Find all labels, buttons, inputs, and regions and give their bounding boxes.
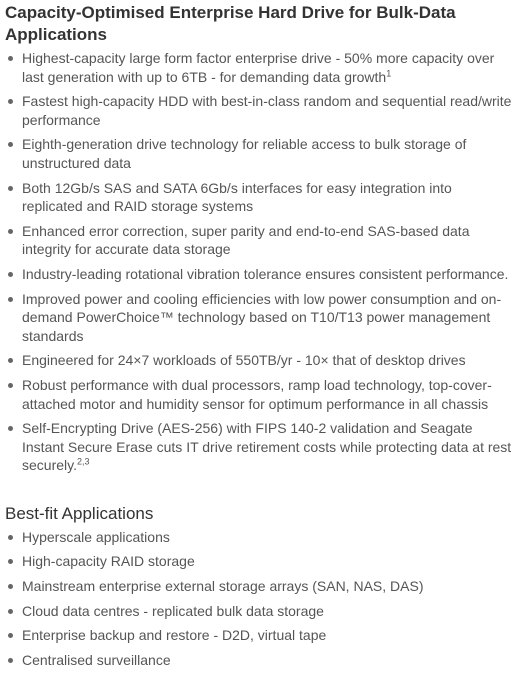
feature-text: Eighth-generation drive technology for reliable access to bulk storage of unstructured data [22,136,467,171]
applications-list [5,528,513,670]
application-item: Enterprise backup and restore - D2D, virtual tape [5,626,513,645]
feature-item [5,92,513,129]
feature-text: Enhanced error correction, super parity and end-to-end SAS-based data integrity for accurate data storage [22,222,470,258]
feature-item [5,179,513,216]
footnote-marker: 1 [386,67,392,78]
feature-text: Both 12Gb/s SAS and SATA 6Gb/s interfaces for easy integration into replicated and RAID storage systems [22,179,452,215]
feature-item [5,419,513,475]
feature-item [5,135,513,172]
features-heading: Capacity-Optimised Enterprise Hard Drive for Bulk-Data Applications [5,3,456,44]
feature-item [5,351,513,370]
feature-list [5,49,513,475]
applications-heading: Best-fit Applications [5,503,154,523]
application-item: Centralised surveillance [5,651,513,670]
application-item: Hyperscale applications [5,528,513,547]
feature-text: Engineered for 24×7 workloads of 550TB/yr - 10× that of desktop drives [22,352,466,369]
application-item: High-capacity RAID storage [5,552,513,571]
feature-text: Industry-leading rotational vibration tolerance ensures consistent performance. [22,265,509,282]
application-item: Mainstream enterprise external storage arrays (SAN, NAS, DAS) [5,577,513,596]
feature-text: Highest-capacity large form factor enterprise drive - 50% more capacity over last generation with up to 6TB - for demanding data growth [22,50,495,85]
feature-item [5,376,513,413]
feature-text: Improved power and cooling efficiencies with low power consumption and on-demand PowerChoice™ technology based on T10/T13 power management standards [22,290,502,344]
feature-item [5,265,513,284]
feature-item [5,290,513,346]
feature-text: Robust performance with dual processors, ramp load technology, top-cover-attached motor and humidity sensor for optimum performance in all chassis [22,376,492,412]
application-item: Cloud data centres - replicated bulk data storage [5,602,513,621]
feature-item [5,49,513,86]
feature-text: Self-Encrypting Drive (AES-256) with FIPS 140-2 validation and Seagate Instant Secure Erase cuts IT drive retirement costs while protecting data at rest securely. [22,420,512,474]
feature-text: Fastest high-capacity HDD with best-in-class random and sequential read/write performance [22,93,512,128]
footnote-marker: 2,3 [76,456,90,467]
feature-item [5,222,513,259]
